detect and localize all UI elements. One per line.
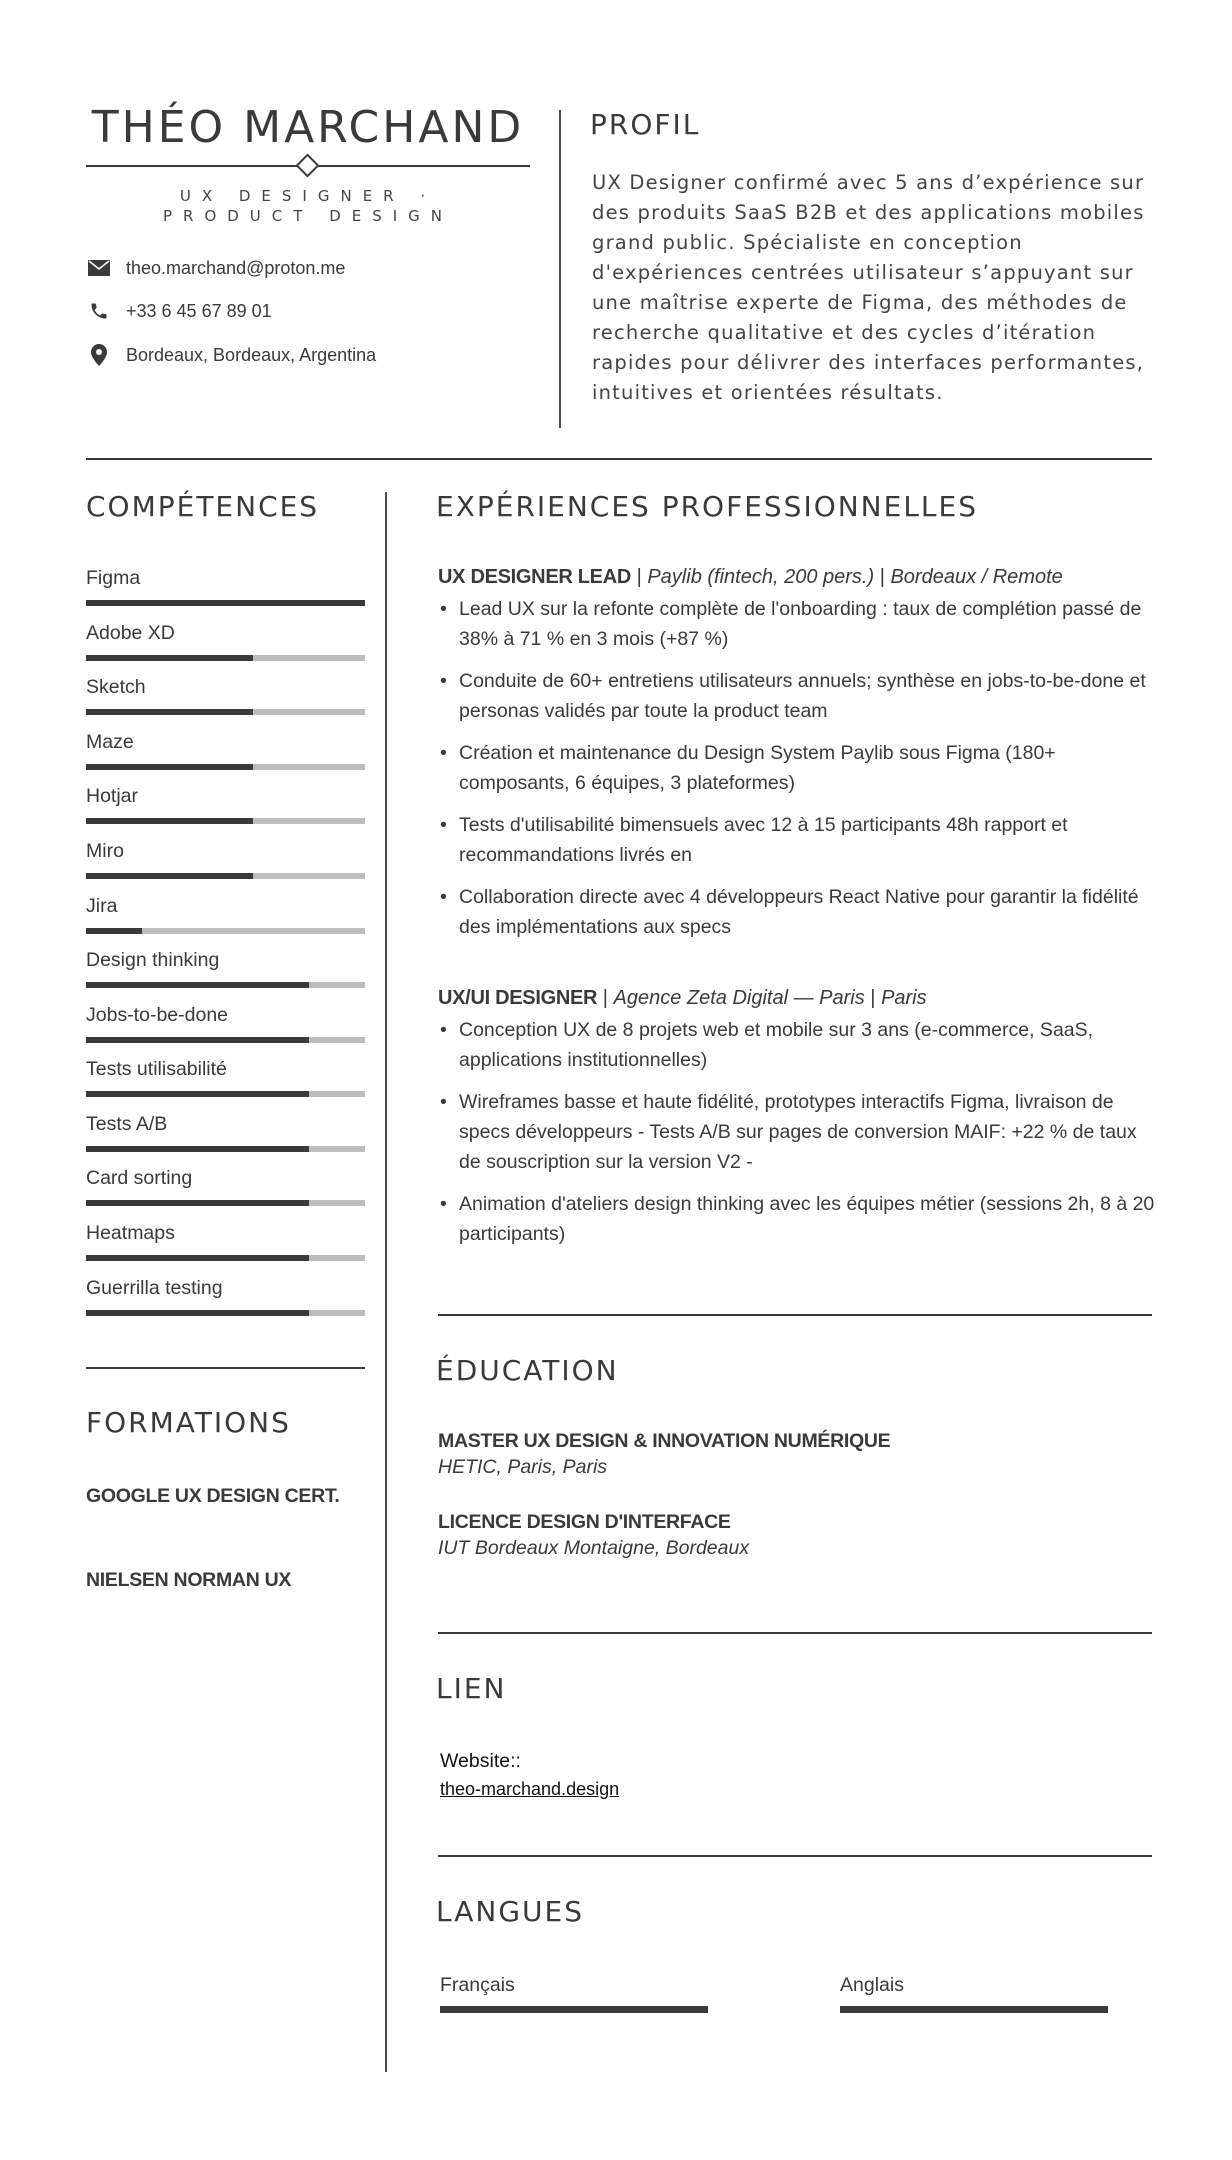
experience-title: EXPÉRIENCES PROFESSIONNELLES (436, 490, 978, 523)
profile-title: PROFIL (590, 108, 701, 141)
skill-bar-fill (86, 873, 253, 879)
skill-item (86, 948, 365, 988)
language-level-bar (440, 2006, 708, 2013)
skill-label: Hotjar (86, 785, 139, 807)
education-school: IUT Bordeaux Montaigne, Bordeaux (438, 1537, 750, 1559)
skill-label: Jira (86, 895, 118, 917)
formations-title: FORMATIONS (86, 1406, 291, 1439)
skill-label: Maze (86, 731, 134, 753)
skill-item (86, 1221, 365, 1261)
contact-phone (88, 299, 272, 323)
job-subtitle-line2: PRODUCT DESIGN (162, 207, 454, 225)
skill-label: Sketch (86, 676, 146, 698)
skill-bar (86, 1310, 365, 1316)
location-text: Bordeaux, Bordeaux, Argentina (126, 344, 377, 365)
education-title: ÉDUCATION (436, 1354, 619, 1387)
skill-item (86, 839, 365, 879)
formation-item: NIELSEN NORMAN UX (86, 1569, 292, 1591)
candidate-name: THÉO MARCHAND (91, 102, 525, 153)
skill-bar-fill (86, 1200, 309, 1206)
skill-bar (86, 655, 365, 661)
education-school: HETIC, Paris, Paris (438, 1456, 608, 1478)
phone-icon (88, 300, 110, 322)
skill-label: Adobe XD (86, 622, 175, 644)
skill-bar (86, 1146, 365, 1152)
skill-bar (86, 1091, 365, 1097)
skill-bar-fill (86, 764, 253, 770)
skills-divider (86, 1367, 365, 1369)
job-bullet: • Collaboration directe avec 4 développeurs React Native pour garantir la fidélité des implémentations aux specs (438, 882, 1158, 942)
job-role: UX/UI DESIGNER (438, 987, 598, 1009)
job-bullet: • Création et maintenance du Design System Paylib sous Figma (180+ composants, 6 équipes, 3 plateformes) (438, 738, 1158, 798)
skill-label: Card sorting (86, 1167, 193, 1189)
job-bullet: • Conception UX de 8 projets web et mobile sur 3 ans (e-commerce, SaaS, applications institutionnelles) (438, 1015, 1158, 1075)
skill-bar-fill (86, 928, 142, 934)
skill-item (86, 621, 365, 661)
website-link[interactable]: theo-marchand.design (440, 1779, 620, 1799)
skill-item (86, 784, 365, 824)
skill-bar (86, 873, 365, 879)
envelope-icon (88, 257, 110, 279)
skill-bar (86, 709, 365, 715)
website-label: Website:: (440, 1750, 521, 1772)
skill-item (86, 1003, 365, 1043)
skill-bar-fill (86, 1037, 309, 1043)
job-company: Agence Zeta Digital — Paris (613, 987, 865, 1009)
job-place: Bordeaux / Remote (890, 566, 1063, 588)
separator: | (870, 987, 882, 1009)
skill-bar-fill (86, 600, 365, 606)
separator: | (636, 566, 648, 588)
skill-bar-fill (86, 655, 253, 661)
education-degree: LICENCE DESIGN D'INTERFACE (438, 1511, 731, 1533)
skill-bar (86, 982, 365, 988)
email-text: theo.marchand@proton.me (126, 257, 346, 278)
phone-text: +33 6 45 67 89 01 (126, 300, 272, 321)
contact-email (88, 256, 345, 280)
job-bullets (438, 594, 1158, 942)
skill-bar-fill (86, 1091, 309, 1097)
profile-text: UX Designer confirmé avec 5 ans d’expérience sur des produits SaaS B2B et des applications mobiles grand public. Spécialiste en conception d'expériences centrées utilisateur s’appuyant sur une maîtrise experte de Figma, des méthodes de recherche qualitative et des cycles d’itération rapides pour délivrer des interfaces performantes, intuitives et orientées résultats. (592, 171, 1145, 404)
job-place: Paris (881, 987, 927, 1009)
job-bullet: • Conduite de 60+ entretiens utilisateurs annuels; synthèse en jobs-to-be-done et personas validés par toute la product team (438, 666, 1158, 726)
header-vertical-divider (559, 110, 561, 428)
skill-label: Guerrilla testing (86, 1277, 223, 1299)
education-degree: MASTER UX DESIGN & INNOVATION NUMÉRIQUE (438, 1430, 891, 1452)
language-name: Français (440, 1974, 515, 1996)
skill-bar (86, 764, 365, 770)
main-vertical-divider (385, 492, 387, 2072)
skill-label: Jobs-to-be-done (86, 1004, 229, 1026)
map-pin-icon (88, 344, 110, 366)
skill-label: Miro (86, 840, 124, 862)
skill-item (86, 1112, 365, 1152)
skill-bar-fill (86, 1255, 309, 1261)
job-heading (438, 987, 927, 1010)
skill-bar-fill (86, 982, 309, 988)
skill-bar-fill (86, 709, 253, 715)
language-level-bar (840, 2006, 1108, 2013)
skill-label: Design thinking (86, 949, 220, 971)
job-bullet: • Tests d'utilisabilité bimensuels avec 12 à 15 participants 48h rapport et recommandations livrés en (438, 810, 1158, 870)
contact-location (88, 343, 376, 367)
separator: | (602, 987, 614, 1009)
skill-item (86, 675, 365, 715)
education-divider (438, 1632, 1152, 1634)
experience-divider (438, 1314, 1152, 1316)
skill-bar (86, 1037, 365, 1043)
formation-item: GOOGLE UX DESIGN CERT. (86, 1485, 340, 1507)
skill-bar (86, 1200, 365, 1206)
skill-bar (86, 818, 365, 824)
skill-item (86, 1166, 365, 1206)
skill-item (86, 730, 365, 770)
job-bullet: • Wireframes basse et haute fidélité, prototypes interactifs Figma, livraison de specs développeurs - Tests A/B sur pages de conversion MAIF: +22 % de taux de souscription sur la version V2 - (438, 1087, 1158, 1177)
job-subtitle-line1: UX DESIGNER · (179, 187, 437, 205)
skill-bar (86, 928, 365, 934)
job-company: Paylib (fintech, 200 pers.) (647, 566, 875, 588)
skill-bar-fill (86, 818, 253, 824)
links-title: LIEN (436, 1672, 507, 1705)
skill-item (86, 1276, 365, 1316)
skill-label: Heatmaps (86, 1222, 175, 1244)
languages-title: LANGUES (436, 1895, 584, 1928)
skill-label: Tests utilisabilité (86, 1058, 227, 1080)
language-name: Anglais (840, 1974, 904, 1996)
job-bullet: • Lead UX sur la refonte complète de l'onboarding : taux de complétion passé de 38% à 71 % en 3 mois (+87 %) (438, 594, 1158, 654)
job-bullet: • Animation d'ateliers design thinking avec les équipes métier (sessions 2h, 8 à 20 participants) (438, 1189, 1158, 1249)
skill-bar-fill (86, 1146, 309, 1152)
job-bullets (438, 1015, 1158, 1249)
header-divider (86, 458, 1152, 460)
skill-item (86, 566, 365, 606)
skill-item (86, 1057, 365, 1097)
job-heading (438, 566, 1063, 589)
separator: | (879, 566, 885, 588)
diamond-ornament (295, 153, 319, 177)
links-divider (438, 1855, 1152, 1857)
skill-bar-fill (86, 1310, 309, 1316)
skill-bar (86, 1255, 365, 1261)
skill-bar (86, 600, 365, 606)
skills-title: COMPÉTENCES (86, 490, 320, 523)
skill-label: Tests A/B (86, 1113, 168, 1135)
skill-item (86, 894, 365, 934)
job-role: UX DESIGNER LEAD (438, 566, 632, 588)
skill-label: Figma (86, 567, 141, 589)
